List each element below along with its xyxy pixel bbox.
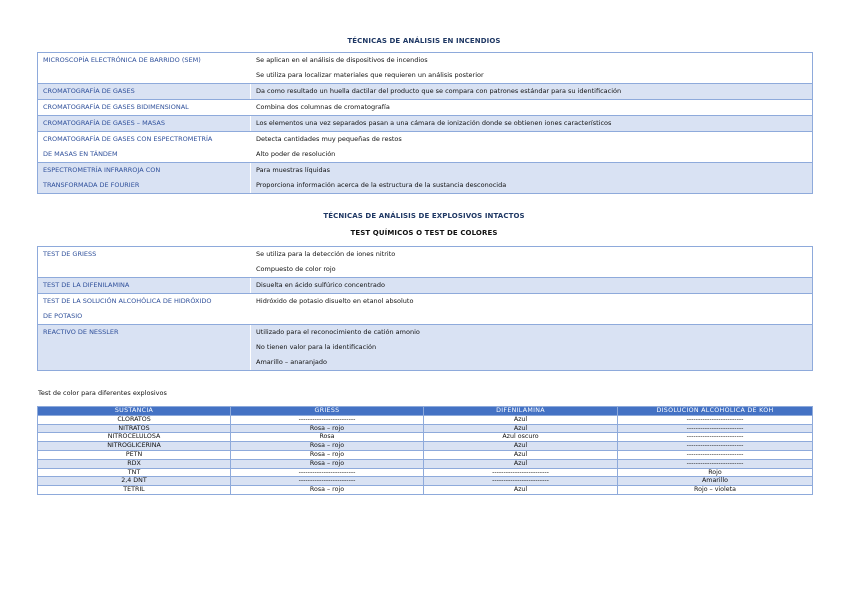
cell-koh: Amarillo	[618, 477, 813, 486]
table-row	[38, 442, 813, 451]
table-row	[38, 53, 813, 69]
table-row	[38, 477, 813, 486]
cell-sustancia: NITROCELULOSA	[38, 433, 231, 442]
cell-difenilamina: Azul oscuro	[424, 433, 618, 442]
color-test-caption: Test de color para diferentes explosivos	[38, 389, 167, 397]
section-title-incendios: TÉCNICAS DE ANÁLISIS EN INCENDIOS	[347, 37, 501, 45]
technique-description: Hidróxido de potasio disuelto en etanol absoluto	[251, 294, 813, 310]
section-subtitle-test-colores: TEST QUÍMICOS O TEST DE COLORES	[350, 229, 498, 237]
cell-koh: Rojo – violeta	[618, 486, 813, 495]
cell-griess: Rosa – rojo	[231, 424, 424, 433]
cell-difenilamina: -------------------------	[424, 468, 618, 477]
cell-griess: Rosa – rojo	[231, 459, 424, 468]
technique-name	[38, 355, 251, 371]
technique-description: Alto poder de resolución	[251, 147, 813, 163]
technique-name	[38, 68, 251, 84]
cell-sustancia: CLORATOS	[38, 415, 231, 424]
header-difenilamina: DIFENILAMINA	[424, 407, 618, 416]
cell-koh: -------------------------	[618, 459, 813, 468]
technique-name: CROMATOGRAFÍA DE GASES BIDIMENSIONAL	[38, 100, 251, 116]
table-row	[38, 147, 813, 163]
technique-description: Disuelta en ácido sulfúrico concentrado	[251, 278, 813, 294]
technique-name: TEST DE GRIESS	[38, 247, 251, 263]
technique-description: Los elementos una vez separados pasan a una cámara de ionización donde se obtienen iones característicos	[251, 116, 813, 132]
cell-griess: Rosa	[231, 433, 424, 442]
table-row	[38, 468, 813, 477]
table-row	[38, 433, 813, 442]
technique-name: TEST DE LA SOLUCIÓN ALCOHÓLICA DE HIDRÓXIDO	[38, 294, 251, 310]
header-sustancia: SUSTANCIA	[38, 407, 231, 416]
technique-name: MICROSCOPÍA ELECTRÓNICA DE BARRIDO (SEM)	[38, 53, 251, 69]
technique-description: Se aplican en el análisis de dispositivos de incendios	[251, 53, 813, 69]
technique-name: REACTIVO DE NESSLER	[38, 325, 251, 341]
cell-sustancia: PETN	[38, 450, 231, 459]
technique-description: Proporciona información acerca de la estructura de la sustancia desconocida	[251, 178, 813, 194]
cell-griess: Rosa – rojo	[231, 442, 424, 451]
incendios-table	[37, 52, 813, 194]
header-koh: DISOLUCIÓN ALCOHÓLICA DE KOH	[618, 407, 813, 416]
technique-description: Se utiliza para la detección de iones nitrito	[251, 247, 813, 263]
table-row	[38, 424, 813, 433]
section-title-explosivos: TÉCNICAS DE ANÁLISIS DE EXPLOSIVOS INTACTOS	[323, 212, 525, 220]
cell-koh: -------------------------	[618, 442, 813, 451]
cell-griess: -------------------------	[231, 477, 424, 486]
table-row	[38, 450, 813, 459]
cell-sustancia: RDX	[38, 459, 231, 468]
technique-name: CROMATOGRAFÍA DE GASES CON ESPECTROMETRÍA	[38, 132, 251, 148]
table-row	[38, 178, 813, 194]
table-row	[38, 116, 813, 132]
table-row	[38, 100, 813, 116]
technique-name: CROMATOGRAFÍA DE GASES	[38, 84, 251, 100]
explosivos-table	[37, 246, 813, 371]
table-row	[38, 340, 813, 355]
technique-description: Utilizado para el reconocimiento de catión amonio	[251, 325, 813, 341]
table-row	[38, 486, 813, 495]
cell-difenilamina: Azul	[424, 424, 618, 433]
cell-sustancia: NITROGLICERINA	[38, 442, 231, 451]
technique-name: ESPECTROMETRÍA INFRARROJA CON	[38, 163, 251, 179]
table-row	[38, 459, 813, 468]
technique-description: Para muestras líquidas	[251, 163, 813, 179]
technique-description	[251, 309, 813, 325]
table-row	[38, 247, 813, 263]
color-test-table	[37, 406, 813, 495]
technique-description: Combina dos columnas de cromatografía	[251, 100, 813, 116]
cell-difenilamina: Azul	[424, 486, 618, 495]
cell-koh: Rojo	[618, 468, 813, 477]
technique-description: Compuesto de color rojo	[251, 262, 813, 278]
table-row	[38, 278, 813, 294]
technique-name	[38, 262, 251, 278]
table-row	[38, 415, 813, 424]
header-griess: GRIESS	[231, 407, 424, 416]
technique-name: CROMATOGRAFÍA DE GASES – MASAS	[38, 116, 251, 132]
table-row	[38, 309, 813, 325]
cell-koh: -------------------------	[618, 415, 813, 424]
cell-griess: -------------------------	[231, 468, 424, 477]
technique-description: Detecta cantidades muy pequeñas de restos	[251, 132, 813, 148]
table-row	[38, 355, 813, 371]
cell-sustancia: TETRIL	[38, 486, 231, 495]
table-row	[38, 163, 813, 179]
technique-name: DE MASAS EN TÁNDEM	[38, 147, 251, 163]
table-row	[38, 68, 813, 84]
table-row	[38, 84, 813, 100]
cell-difenilamina: Azul	[424, 415, 618, 424]
cell-koh: -------------------------	[618, 450, 813, 459]
cell-difenilamina: Azul	[424, 459, 618, 468]
technique-name: DE POTASIO	[38, 309, 251, 325]
table-row	[38, 132, 813, 148]
cell-difenilamina: -------------------------	[424, 477, 618, 486]
cell-griess: -------------------------	[231, 415, 424, 424]
cell-griess: Rosa – rojo	[231, 450, 424, 459]
cell-sustancia: TNT	[38, 468, 231, 477]
cell-griess: Rosa – rojo	[231, 486, 424, 495]
table-row	[38, 325, 813, 341]
technique-description: Amarillo – anaranjado	[251, 355, 813, 371]
technique-description: No tienen valor para la identificación	[251, 340, 813, 355]
technique-description: Da como resultado un huella dactilar del producto que se compara con patrones estándar para su identificación	[251, 84, 813, 100]
technique-name: TEST DE LA DIFENILAMINA	[38, 278, 251, 294]
cell-difenilamina: Azul	[424, 450, 618, 459]
cell-sustancia: 2,4 DNT	[38, 477, 231, 486]
cell-sustancia: NITRATOS	[38, 424, 231, 433]
cell-koh: -------------------------	[618, 424, 813, 433]
table-row	[38, 262, 813, 278]
technique-name: TRANSFORMADA DE FOURIER	[38, 178, 251, 194]
table-row	[38, 294, 813, 310]
cell-difenilamina: Azul	[424, 442, 618, 451]
technique-name	[38, 340, 251, 355]
technique-description: Se utiliza para localizar materiales que requieren un análisis posterior	[251, 68, 813, 84]
color-test-header-row	[38, 407, 813, 416]
cell-koh: -------------------------	[618, 433, 813, 442]
